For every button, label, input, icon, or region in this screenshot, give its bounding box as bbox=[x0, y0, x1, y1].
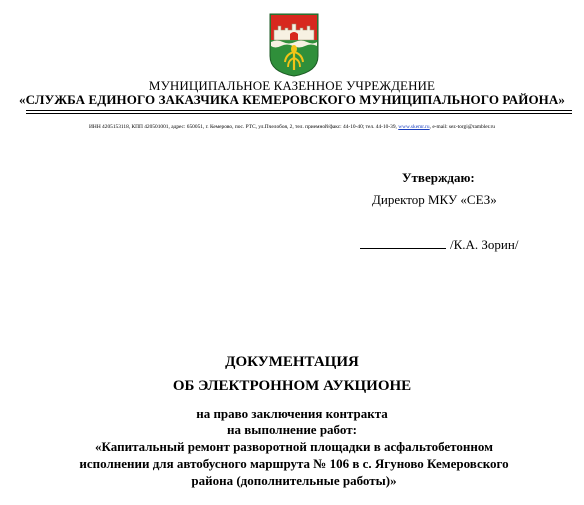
contract-subject-line: района (дополнительные работы)» bbox=[191, 473, 397, 488]
approval-signature bbox=[360, 236, 518, 253]
approval-title: Утверждаю: bbox=[402, 170, 475, 185]
contract-subject-line: исполнении для автобусного маршрута № 106 в с. Ягуново Кемеровского bbox=[79, 456, 509, 471]
document-subtitle: на право заключения контракта bbox=[196, 406, 388, 421]
coat-of-arms-icon bbox=[268, 12, 320, 78]
org-details-email: , e-mail: sez-torgi@rambler.ru bbox=[429, 124, 495, 130]
header-divider-thick bbox=[26, 110, 572, 111]
org-name: «СЛУЖБА ЕДИНОГО ЗАКАЗЧИКА КЕМЕРОВСКОГО МУНИЦИПАЛЬНОГО РАЙОНА» bbox=[19, 92, 565, 107]
org-type: МУНИЦИПАЛЬНОЕ КАЗЕННОЕ УЧРЕЖДЕНИЕ bbox=[148, 78, 436, 93]
contract-subject-line: «Капитальный ремонт разворотной площадки в асфальтобетонном bbox=[95, 439, 493, 454]
approval-role: Директор МКУ «СЕЗ» bbox=[372, 192, 497, 207]
org-details-text: ИНН 4205153118, КПП 420501001, адрес: 650051, г. Кемерово, пос. РТС, ул.Пчелобоя, 2, тел. приемной/факс: 44-10-40; тел. 44-10-39, bbox=[89, 124, 399, 130]
org-details bbox=[0, 124, 584, 130]
header-divider-thin bbox=[26, 113, 572, 114]
signature-name: /К.А. Зорин/ bbox=[450, 237, 519, 252]
document-subtitle-second-line: на выполнение работ: bbox=[227, 422, 357, 437]
signature-line bbox=[360, 236, 446, 249]
contract-subject bbox=[20, 438, 568, 489]
document-title-second-line: ОБ ЭЛЕКТРОННОМ АУКЦИОНЕ bbox=[172, 378, 412, 394]
website-link[interactable]: www.skemr.ru bbox=[398, 124, 430, 130]
document-title: ДОКУМЕНТАЦИЯ bbox=[225, 354, 359, 370]
